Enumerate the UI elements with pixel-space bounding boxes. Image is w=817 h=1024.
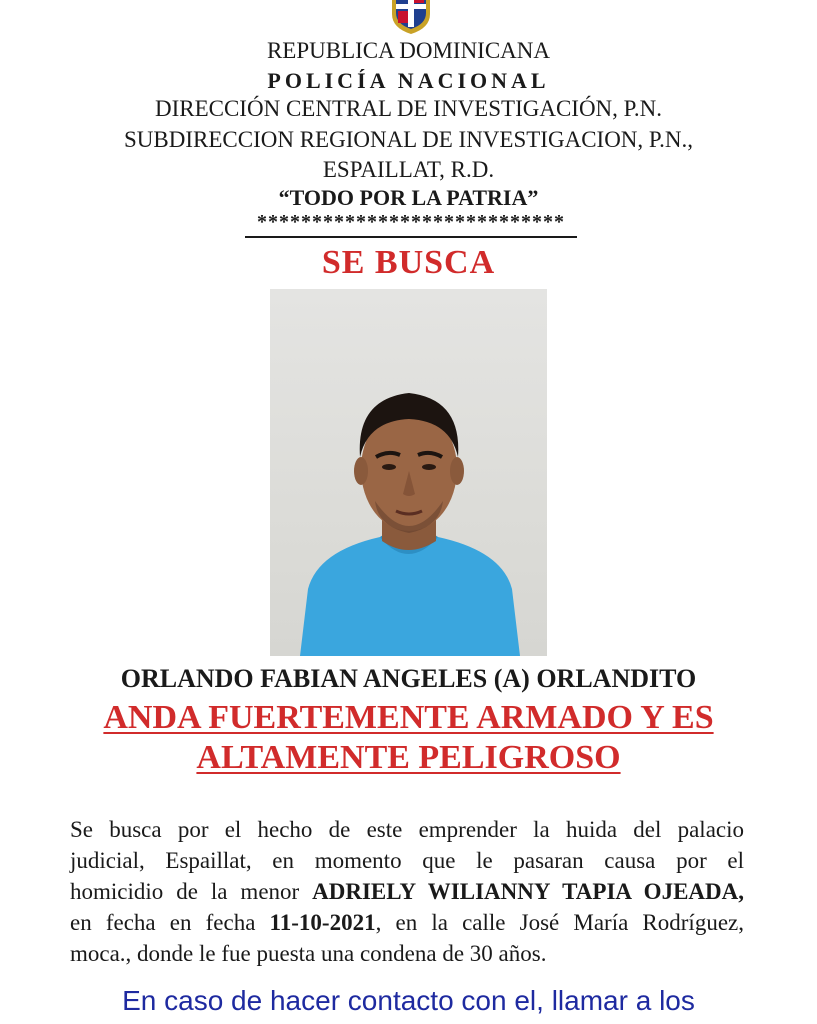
description-text: homicidio de la menor [70,879,313,904]
warning-line-2: ALTAMENTE PELIGROSO [196,739,621,776]
incident-date: 11-10-2021 [269,910,376,935]
description-line: Se busca por el hecho de este emprender la huida del palacio [70,817,744,842]
police-seal-icon [388,0,434,34]
header-separator: **************************** [245,210,577,238]
warning-line-1: ANDA FUERTEMENTE ARMADO Y ES [103,699,714,736]
description-line [70,907,744,938]
wanted-title: SE BUSCA [321,244,496,281]
header-location: ESPAILLAT, R.D. [322,157,495,182]
suspect-photo [270,289,547,656]
description-line: moca., donde le fue puesta una condena de 30 años. [70,941,547,966]
header-directorate: DIRECCIÓN CENTRAL DE INVESTIGACIÓN, P.N. [154,96,663,121]
header-subdirectorate: SUBDIRECCION REGIONAL DE INVESTIGACION, P.N., [123,127,694,152]
description-text: en fecha en fecha [70,910,270,935]
case-description [70,814,744,969]
contact-instruction: En caso de hacer contacto con el, llamar a los [122,985,695,1016]
header-motto: “TODO POR LA PATRIA” [278,185,539,210]
victim-name: ADRIELY WILIANNY TAPIA OJEADA, [312,879,744,904]
description-line [70,876,744,907]
description-text: , en la calle José María Rodríguez, [375,910,744,935]
suspect-name: ORLANDO FABIAN ANGELES (A) ORLANDITO [120,664,697,693]
header-country: REPUBLICA DOMINICANA [266,38,551,63]
header-agency: POLICÍA NACIONAL [267,68,550,93]
description-line: judicial, Espaillat, en momento que le pasaran causa por el [70,848,744,873]
